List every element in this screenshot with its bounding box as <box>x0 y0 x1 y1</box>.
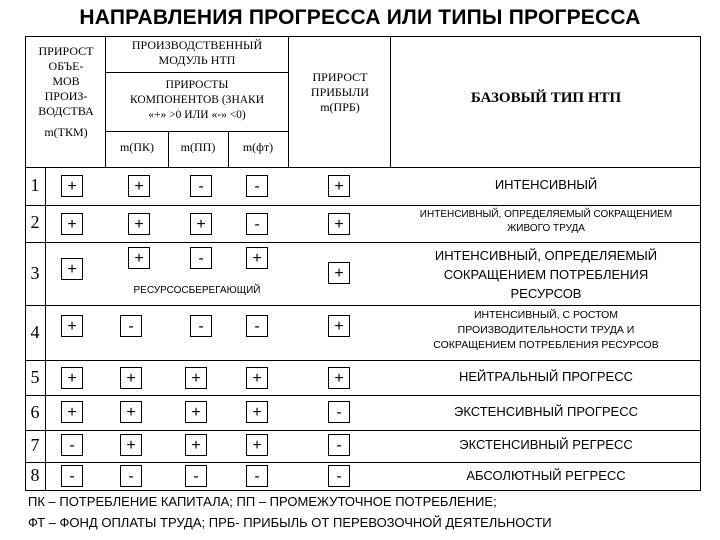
sign-production: + <box>61 315 83 337</box>
row-number: 6 <box>30 402 40 422</box>
result-line: ИНТЕНСИВНЫЙ, С РОСТОМ <box>473 309 619 321</box>
header-pk: m(ПК) <box>120 140 154 154</box>
sign-pk: - <box>120 465 142 487</box>
result-type <box>392 308 700 353</box>
footnote-line: ПК – ПОТРЕБЛЕНИЕ КАПИТАЛА; ПП – ПРОМЕЖУТОЧНОЕ ПОТРЕБЛЕНИЕ; <box>28 494 497 509</box>
sign-pp: - <box>185 465 207 487</box>
row-number: 2 <box>30 212 40 232</box>
result-line: ЭКСТЕНСИВНЫЙ РЕГРЕСС <box>459 437 633 452</box>
header-line: ВОДСТВА <box>38 104 94 118</box>
sign-profit: + <box>328 213 350 235</box>
header-line: ОБЪЕ- <box>48 59 84 73</box>
sign-pk: + <box>120 401 142 423</box>
sign-ft: + <box>246 434 268 456</box>
row-number: 7 <box>30 435 40 455</box>
result-line: НЕЙТРАЛЬНЫЙ ПРОГРЕСС <box>458 369 633 384</box>
header-line: m(ТКМ) <box>44 125 88 139</box>
header-line: ПРОИЗ- <box>44 89 88 103</box>
sign-pp: - <box>190 175 212 197</box>
sign-ft: + <box>246 367 268 389</box>
header-profit <box>290 70 390 115</box>
result-type <box>392 369 700 384</box>
result-line: ПРОИЗВОДИТЕЛЬНОСТИ ТРУДА И <box>457 324 635 336</box>
row-number: 5 <box>30 367 40 387</box>
sign-production: - <box>61 465 83 487</box>
result-line: ИНТЕНСИВНЫЙ, ОПРЕДЕЛЯЕМЫЙ <box>434 248 658 263</box>
header-module <box>106 38 288 68</box>
sign-pp: + <box>185 434 207 456</box>
header-ft: m(фт) <box>242 140 274 154</box>
result-line: ЭКСТЕНСИВНЫЙ ПРОГРЕСС <box>454 404 638 419</box>
header-line: ПРИРОСТ <box>38 44 94 58</box>
footnote-line: ФТ – ФОНД ОПЛАТЫ ТРУДА; ПРБ- ПРИБЫЛЬ ОТ ПЕРЕВОЗОЧНОЙ ДЕЯТЕЛЬНОСТИ <box>28 515 552 530</box>
result-type <box>392 468 700 483</box>
sign-pp: - <box>190 247 212 269</box>
sign-pk: + <box>120 434 142 456</box>
sign-production: + <box>61 367 83 389</box>
header-line: ПРИРОСТ <box>312 70 368 84</box>
row-number: 1 <box>30 175 40 195</box>
row-number: 4 <box>30 322 40 342</box>
row-number: 8 <box>30 465 40 485</box>
resource-saving-note: РЕСУРСОСБЕРЕГАЮЩИЙ <box>133 285 261 296</box>
sign-pk: + <box>128 247 150 269</box>
sign-production: - <box>61 434 83 456</box>
header-line: m(ПРБ) <box>320 100 360 114</box>
sign-pk: + <box>128 213 150 235</box>
result-line: АБСОЛЮТНЫЙ РЕГРЕСС <box>466 468 626 483</box>
result-line: ИНТЕНСИВНЫЙ <box>494 177 598 192</box>
header-line: КОМПОНЕНТОВ (ЗНАКИ <box>129 94 265 106</box>
sign-pk: + <box>120 367 142 389</box>
sign-production: + <box>61 213 83 235</box>
sign-pp: + <box>185 367 207 389</box>
row-number: 3 <box>30 263 40 283</box>
result-type <box>392 437 700 452</box>
sign-profit: + <box>328 175 350 197</box>
header-line: ПРОИЗВОДСТВЕННЫЙ <box>131 38 263 52</box>
result-line: ИНТЕНСИВНЫЙ, ОПРЕДЕЛЯЕМЫЙ СОКРАЩЕНИЕМ <box>419 209 673 220</box>
sign-production: + <box>61 175 83 197</box>
sign-ft: - <box>246 175 268 197</box>
sign-ft: - <box>246 465 268 487</box>
header-line: «+» >0 ИЛИ «-» <0) <box>148 109 246 121</box>
header-line: ПРИРОСТЫ <box>165 79 229 91</box>
sign-ft: - <box>246 213 268 235</box>
sign-pk: - <box>120 315 142 337</box>
result-line: ЖИВОГО ТРУДА <box>507 223 585 234</box>
sign-profit: + <box>328 367 350 389</box>
sign-profit: + <box>328 262 350 284</box>
result-type <box>392 208 700 236</box>
header-line: МОВ <box>52 74 80 88</box>
header-production-growth <box>27 44 105 140</box>
result-line: СОКРАЩЕНИЕМ ПОТРЕБЛЕНИЯ <box>443 267 649 282</box>
result-type <box>392 177 700 192</box>
sign-production: + <box>61 401 83 423</box>
sign-pp: + <box>190 213 212 235</box>
result-line: РЕСУРСОВ <box>510 286 582 301</box>
header-line: ПРИБЫЛИ <box>310 85 370 99</box>
sign-pp: - <box>190 315 212 337</box>
sign-profit: + <box>328 315 350 337</box>
sign-profit: - <box>328 465 350 487</box>
sign-ft: + <box>246 247 268 269</box>
header-basic-type: БАЗОВЫЙ ТИП НТП <box>470 90 622 106</box>
sign-pp: + <box>185 401 207 423</box>
sign-pk: + <box>128 175 150 197</box>
page-title: НАПРАВЛЕНИЯ ПРОГРЕССА ИЛИ ТИПЫ ПРОГРЕССА <box>79 6 641 29</box>
header-components <box>106 78 288 123</box>
header-pp: m(ПП) <box>180 140 216 154</box>
sign-profit: - <box>328 401 350 423</box>
sign-ft: - <box>246 315 268 337</box>
header-line: МОДУЛЬ НТП <box>158 53 236 67</box>
sign-profit: - <box>328 434 350 456</box>
sign-production: + <box>61 258 83 280</box>
sign-ft: + <box>246 401 268 423</box>
result-line: СОКРАЩЕНИЕМ ПОТРЕБЛЕНИЯ РЕСУРСОВ <box>433 339 659 351</box>
result-type <box>392 404 700 419</box>
result-type <box>392 246 700 303</box>
